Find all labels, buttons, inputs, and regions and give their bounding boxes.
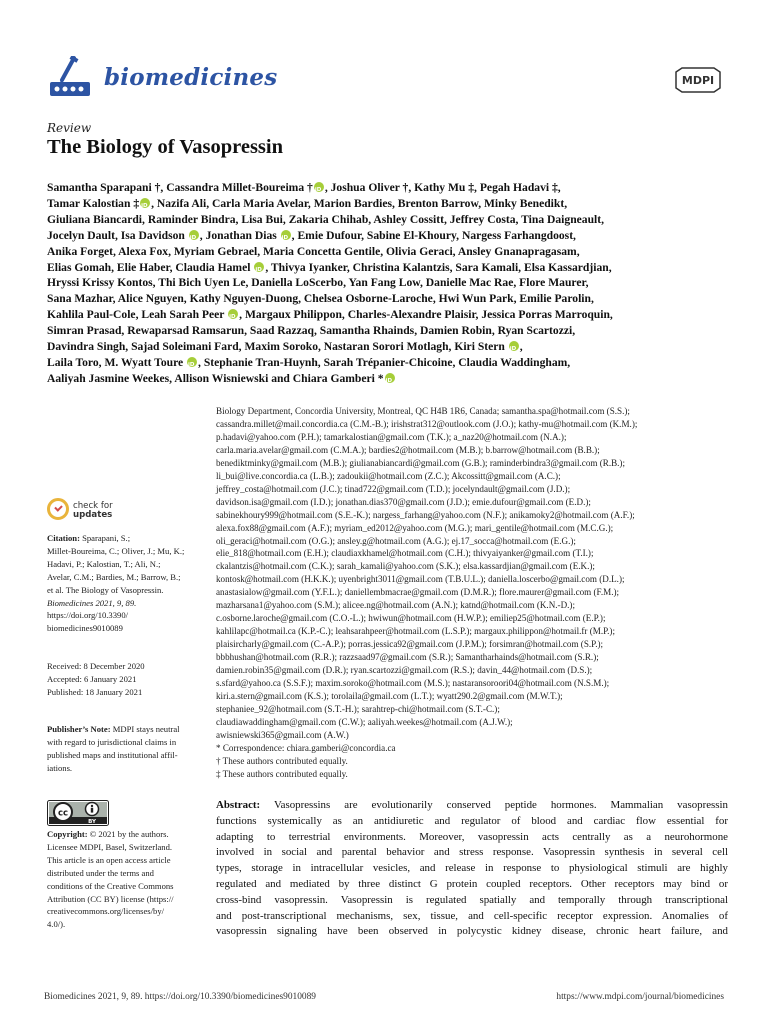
abstract-line	[216, 798, 728, 814]
footer-journal-url[interactable]: https://www.mdpi.com/journal/biomedicines	[556, 992, 724, 1002]
orcid-icon[interactable]	[228, 309, 238, 319]
copyright-line-3: distributed under the terms and	[47, 867, 154, 878]
affiliation-line: benediktminky@gmail.com (M.B.); giulianabiancardi@gmail.com (G.B.); raminderbindra3@gmail.com (R.B.);	[216, 457, 625, 468]
author-line-text: Jocelyn Dault, Isa Davidson	[47, 228, 188, 242]
author-line-text: , Thivya Iyanker, Christina Kalantzis, Sara Kamali, Elsa Kassardjian,	[265, 260, 612, 274]
author-line	[47, 260, 727, 276]
affiliation-line: carla.maria.avelar@gmail.com (C.M.A.); bardies2@hotmail.com (M.B.); b.barrow@hotmail.com (B.B.);	[216, 444, 600, 455]
footer-citation[interactable]: Biomedicines 2021, 9, 89. https://doi.org/10.3390/biomedicines9010089	[44, 992, 316, 1002]
author-line-text: Elias Gomah, Elie Haber, Claudia Hamel	[47, 260, 254, 274]
author-line-text: , Joshua Oliver †, Kathy Mu ‡, Pegah Hadavi ‡,	[324, 181, 561, 194]
author-line-text: Sana Mazhar, Alice Nguyen, Kathy Nguyen-Duong, Chelsea Osborne-Laroche, Hwi Wun Park, Emilie Parolin,	[47, 292, 594, 306]
publisher-note-line-1: with regard to jurisdictional claims in	[47, 736, 177, 747]
check-for-updates-badge[interactable]	[47, 498, 199, 526]
copyright-line-7[interactable]: 4.0/).	[47, 919, 66, 930]
affiliation-line: c.osborne.laroche@gmail.com (C.O.-L.); hwiwun@hotmail.com (H.W.P.); emiliep25@hotmail.com (E.P.);	[216, 613, 606, 624]
abstract-line: adapting to terrestrial environments. Moreover, vasopressin acts centrally as a neurohormone	[216, 830, 728, 843]
orcid-icon[interactable]	[509, 341, 519, 351]
journal-header	[44, 56, 724, 102]
publisher-note-line-0: MDPI stays neutral	[110, 724, 180, 734]
author-line-text: Simran Prasad, Rewaparsad Ramsarun, Saad Razzaq, Samantha Rhainds, Damien Robin, Ryan Scartozzi,	[47, 324, 576, 338]
affiliation-line: elie_818@hotmail.com (E.H.); claudiaxkhamel@hotmail.com (C.H.); thivyaiyanker@gmail.com (T.I.);	[216, 548, 594, 559]
abstract-line-text: Vasopressins are evolutionarily conserved peptide hormones. Mammalian vasopressin	[260, 799, 728, 811]
mdpi-logo-text: MDPI	[681, 74, 715, 87]
affiliation-line: alexa.fox88@gmail.com (A.F.); myriam_ed2012@yahoo.com (M.G.); mari_gentile@hotmail.com (M.C.G.);	[216, 522, 614, 533]
affiliation-line: s.sfard@yahoo.ca (S.S.F.); maxim.soroko@hotmail.com (M.S.); nastaransoroori04@hotmail.com (N.S.M.);	[216, 678, 610, 689]
copyright-line-5[interactable]: Attribution (CC BY) license (https://	[47, 893, 174, 904]
citation-line-5: Biomedicines 2021, 9, 89.	[47, 597, 137, 608]
abstract-line: involved in social and parental behavior and stress response. Vasopressin synthesis in several cell	[216, 846, 728, 859]
author-line	[47, 228, 727, 244]
affiliation-line: cassandra.millet@mail.concordia.ca (C.M.-B.); irishstrat312@outlook.com (J.O.); kathy-mu@hotmail.com (K.M.);	[216, 418, 638, 429]
orcid-icon[interactable]	[187, 357, 197, 367]
author-line	[47, 275, 727, 291]
article-type: Review	[47, 121, 92, 135]
author-line-text: Aaliyah Jasmine Weekes, Allison Wisniewski and Chiara Gamberi *	[47, 371, 384, 385]
author-line-text: Samantha Sparapani †, Cassandra Millet-Boureima †	[47, 181, 313, 194]
publisher-note	[47, 723, 199, 775]
orcid-icon[interactable]	[281, 230, 291, 240]
date-received: Received: 8 December 2020	[47, 661, 145, 671]
check-for-updates-icon	[47, 498, 69, 520]
affiliation-line: stephaniee_92@hotmail.com (S.T.-H.); sarahtrep-chi@hotmail.com (S.T.-C.);	[216, 703, 500, 714]
orcid-icon[interactable]	[385, 373, 395, 383]
affiliation-line: kontosk@hotmail.com (H.K.K.); uyenbright3011@gmail.com (T.B.U.L.); daniella.loscerbo@gmail.com (D.L.);	[216, 574, 625, 585]
author-list	[47, 180, 727, 387]
citation-line-0: Sparapani, S.;	[82, 533, 131, 543]
author-line-text: Laila Toro, M. Wyatt Toure	[47, 355, 187, 369]
affiliation-line: claudiawaddingham@gmail.com (C.W.); aaliyah.weekes@hotmail.com (A.J.W.);	[216, 716, 513, 727]
publisher-note-label: Publisher’s Note:	[47, 724, 111, 734]
svg-text:cc: cc	[57, 808, 69, 819]
affiliation-line: kiri.a.stern@gmail.com (K.S.); torolaila@gmail.com (L.T.); wyatt290.2@gmail.com (M.W.T.);	[216, 690, 563, 701]
check-for-updates-line1: check for	[73, 501, 113, 511]
affiliation-line: kahlilapc@hotmail.ca (K.P.-C.); leahsarahpeer@hotmail.com (L.S.P.); margaux.philippon@hotmail.fr (M.P.);	[216, 626, 615, 637]
abstract-line: types, storage in intracellular vesicles, and release in response to physiological stimuli are highly	[216, 862, 728, 875]
copyright-line-1: Licensee MDPI, Basel, Switzerland.	[47, 841, 173, 852]
author-line	[47, 323, 727, 339]
author-line-text: , Stephanie Tran-Huynh, Sarah Trépanier-Chicoine, Claudia Waddingham,	[198, 355, 571, 369]
biomedicines-logo-icon	[44, 56, 94, 100]
citation-line-1: Millet-Boureima, C.; Oliver, J.; Mu, K.;	[47, 545, 185, 556]
author-line	[47, 371, 727, 387]
abstract	[216, 798, 728, 940]
affiliation-line: jeffrey_costa@hotmail.com (J.C.); tinad722@gmail.com (T.D.); jocelyndault@gmail.com (J.D.);	[216, 483, 571, 494]
author-line-text: Tamar Kalostian ‡	[47, 196, 140, 210]
cc-by-text: BY	[88, 819, 96, 825]
author-line	[47, 212, 727, 228]
author-line-text: Davindra Singh, Sajad Soleimani Fard, Maxim Soroko, Nastaran Sorori Motlagh, Kiri Stern	[47, 340, 508, 354]
date-accepted: Accepted: 6 January 2021	[47, 673, 137, 684]
author-line-text: Anika Forget, Alexa Fox, Myriam Gebrael, Maria Concetta Gentile, Olivia Geraci, Ansley Gnanapragasam,	[47, 244, 580, 258]
author-line-text: , Margaux Philippon, Charles-Alexandre Plaisir, Jessica Porras Marroquin,	[239, 308, 613, 322]
affiliation-line: awisniewski365@gmail.com (A.W.)	[216, 729, 349, 740]
page-title: The Biology of Vasopressin	[47, 136, 284, 158]
affiliation-line: Biology Department, Concordia University, Montreal, QC H4B 1R6, Canada; samantha.spa@hotmail.com (S.S.);	[216, 406, 630, 416]
affiliation-line: li_bui@live.concordia.ca (L.B.); zadoukii@hotmail.com (Z.C.); Akcossitt@gmail.com (A.C.);	[216, 470, 561, 481]
citation-doi-line-1[interactable]: https://doi.org/10.3390/	[47, 610, 129, 621]
affiliation-line: ckalantzis@hotmail.com (C.K.); sarah_kamali@yahoo.com (S.K.); elsa.kassardjian@gmail.com (E.K.);	[216, 561, 595, 572]
affiliation-line: mazharsana1@yahoo.com (S.M.); alicee.ng@hotmail.com (A.N.); katnd@hotmail.com (K.N.-D.);	[216, 600, 575, 611]
affiliation-line: † These authors contributed equally.	[216, 755, 348, 766]
abstract-line: functions systemically as an antidiuretic and regulator of blood and cardiac flow essential for	[216, 814, 728, 827]
orcid-icon[interactable]	[189, 230, 199, 240]
citation-label: Citation:	[47, 533, 80, 543]
check-for-updates-line2: updates	[73, 510, 113, 520]
author-line-text: Giuliana Biancardi, Raminder Bindra, Lisa Bui, Zakaria Chihab, Ashley Cossitt, Jeffrey Costa, Tina Daigneault,	[47, 212, 605, 226]
orcid-icon[interactable]	[140, 198, 150, 208]
copyright-line-2: This article is an open access article	[47, 854, 171, 865]
author-line-text: Kahlila Paul-Cole, Leah Sarah Peer	[47, 308, 228, 322]
copyright-line-4: conditions of the Creative Commons	[47, 880, 174, 891]
abstract-label: Abstract:	[216, 799, 261, 811]
affiliation-line: damien.robin35@gmail.com (D.R.); ryan.scartozzi@gmail.com (R.S.); davin_44@hotmail.com (D.S.);	[216, 665, 593, 676]
publisher-note-line-2: published maps and institutional affil-	[47, 749, 178, 760]
citation-doi-line-2[interactable]: biomedicines9010089	[47, 623, 123, 634]
author-line	[47, 307, 727, 323]
copyright-label: Copyright:	[47, 829, 88, 839]
affiliation-line: bbbhushan@hotmail.com (R.R.); razzsaad97@gmail.com (S.R.); Samantharhainds@hotmail.com (S.R.);	[216, 652, 599, 663]
citation-line-2: Hadavi, P.; Kalostian, T.; Ali, N.;	[47, 558, 161, 569]
citation-line-3: Avelar, C.M.; Bardies, M.; Barrow, B.;	[47, 571, 181, 582]
date-published: Published: 18 January 2021	[47, 686, 143, 697]
author-line	[47, 339, 727, 355]
author-line-text: , Nazifa Ali, Carla Maria Avelar, Marion Bardies, Brenton Barrow, Minky Benedikt,	[151, 196, 568, 210]
copyright-line-6[interactable]: creativecommons.org/licenses/by/	[47, 906, 165, 917]
citation-block	[47, 532, 199, 635]
affiliations	[216, 405, 728, 781]
affiliation-line: davidson.isa@gmail.com (I.D.); jonathan.dias370@gmail.com (J.D.); emie.dufour@gmail.com (E.D.);	[216, 496, 591, 507]
author-line	[47, 355, 727, 371]
affiliation-line: * Correspondence: chiara.gamberi@concordia.ca	[216, 742, 396, 753]
author-line	[47, 196, 727, 212]
author-line-text: , Emie Dufour, Sabine El-Khoury, Nargess Farhangdoost,	[291, 228, 576, 242]
affiliation-line: sabinekhoury999@hotmail.com (S.E.-K.); nargess_farhang@yahoo.com (N.F.); anikamoky2@hotmail.com (A.F.);	[216, 509, 635, 520]
affiliation-line: p.hadavi@yahoo.com (P.H.); tamarkalostian@gmail.com (T.K.); a_naz20@hotmail.com (N.A.);	[216, 431, 567, 442]
publisher-note-line-3: iations.	[47, 762, 73, 773]
affiliation-line: plaisircharly@gmail.com (C.-A.P.); porras.jessica92@gmail.com (J.P.M.); forsimran@hotmail.com (S.P.);	[216, 639, 604, 650]
author-line-text: Hryssi Krissy Kontos, Thi Bich Uyen Le, Daniella LoScerbo, Yan Fang Low, Danielle Mac Rae, Flore Maurer,	[47, 276, 589, 290]
journal-name: biomedicines	[104, 64, 278, 91]
author-line	[47, 244, 727, 260]
citation-line-4: et al. The Biology of Vasopressin.	[47, 584, 164, 595]
author-line-text: ,	[519, 340, 523, 354]
affiliation-line: anastasialow@gmail.com (Y.F.L.); daniellembmacrae@gmail.com (D.M.R.); flore.maurer@gmail.com (F.M.);	[216, 587, 620, 598]
orcid-icon[interactable]	[314, 182, 324, 192]
dates-block	[47, 660, 199, 699]
copyright-block	[47, 828, 199, 931]
author-line-text: , Jonathan Dias	[199, 228, 280, 242]
abstract-line: regulated and mediated by three distinct G protein coupled receptors. Other receptors may bind or	[216, 877, 728, 890]
abstract-line: and post-transcriptional mechanisms, sex, tissue, and cell-specific receptor expression. Anomalies of	[216, 909, 728, 922]
abstract-line: cross-bind vasopressin. Vasopressin is regulated spatially and temporally through transcriptional	[216, 893, 728, 906]
author-line	[47, 291, 727, 307]
cc-by-icon[interactable]	[47, 800, 109, 826]
mdpi-logo	[672, 66, 724, 94]
orcid-icon[interactable]	[254, 262, 264, 272]
affiliation-line: oli_geraci@hotmail.com (O.G.); ansley.g@hotmail.com (A.G.); ej.17_socca@hotmail.com (E.G.);	[216, 535, 576, 546]
abstract-line: vasopressin signaling have been observed in polycystic kidney disease, chronic heart failure, and	[216, 925, 728, 938]
author-line	[47, 180, 727, 196]
affiliation-line: ‡ These authors contributed equally.	[216, 768, 348, 779]
copyright-line-0: © 2021 by the authors.	[87, 829, 169, 839]
